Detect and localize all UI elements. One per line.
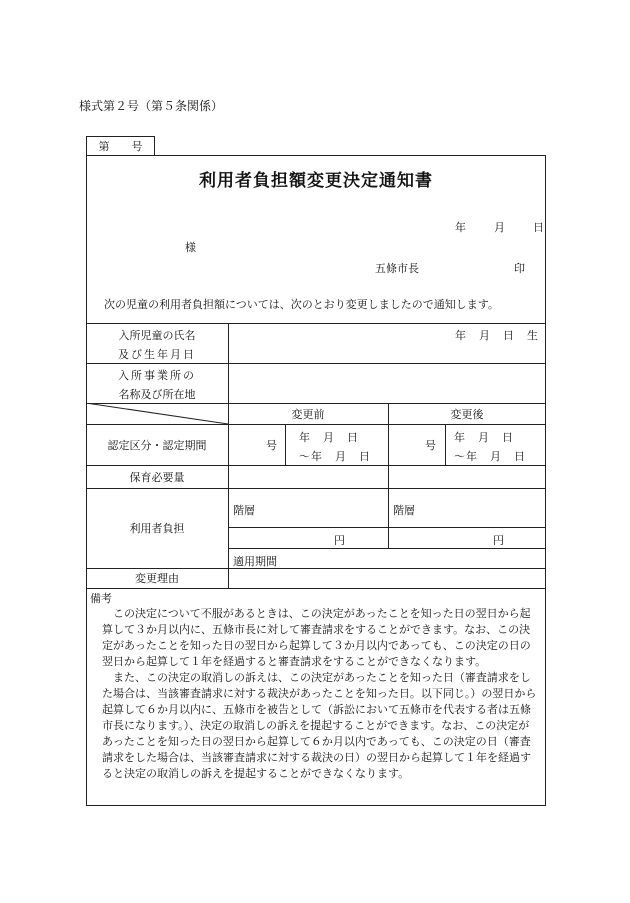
remarks-paragraph-1: この決定について不服があるときは、この決定があったことを知った日の翌日から起算して３か月以内に、五條市長に対して審査請求をすることができます。なお、この決定があったことを知った日の翌日から起算して３か月以内であっても、この決定の日の翌日から起算して１年を経過すると審査請求をすることができなくなります。 xyxy=(102,607,531,668)
certification-label: 認定区分・認定期間 xyxy=(107,438,207,452)
form-label: 様式第２号（第５条関係） xyxy=(79,99,224,113)
before-header: 変更前 xyxy=(291,407,325,421)
row-rule xyxy=(86,323,546,324)
column-rule xyxy=(285,424,286,465)
remarks-heading: 備考 xyxy=(90,592,112,605)
column-rule xyxy=(228,323,229,588)
birth-date-field: 年 月 日 生 xyxy=(455,329,539,342)
before-issue-number: 号 xyxy=(266,438,277,452)
after-issue-number: 号 xyxy=(425,438,436,452)
recipient-suffix: 様 xyxy=(185,241,196,254)
after-tier: 階層 xyxy=(393,504,415,517)
after-period-end: ～年 月 日 xyxy=(454,450,526,463)
before-period-start: 年 月 日 xyxy=(299,431,359,444)
column-rule xyxy=(388,403,389,548)
column-rule xyxy=(445,424,446,465)
child-birth-label: 及び生年月日 xyxy=(118,348,196,361)
row-rule xyxy=(228,527,546,528)
reason-label: 変更理由 xyxy=(135,572,179,585)
diagonal-rule xyxy=(86,403,228,424)
child-name-label: 入所児童の氏名 xyxy=(118,329,196,342)
seal-mark: 印 xyxy=(514,262,525,275)
facility-label-2: 名称及び所在地 xyxy=(118,388,196,401)
before-tier: 階層 xyxy=(233,504,255,517)
row-rule xyxy=(86,588,546,589)
row-rule xyxy=(86,363,546,364)
after-header: 変更後 xyxy=(450,407,484,421)
before-period-end: ～年 月 日 xyxy=(299,450,371,463)
after-yen: 円 xyxy=(493,534,504,547)
document-title: 利用者負担額変更決定通知書 xyxy=(199,171,433,191)
need-label: 保育必要量 xyxy=(129,470,185,484)
row-rule xyxy=(228,548,546,549)
issuer-name: 五條市長 xyxy=(375,262,419,275)
remarks-body xyxy=(102,606,540,782)
facility-label-1: 入所事業所の xyxy=(118,369,196,382)
before-yen: 円 xyxy=(334,534,345,547)
burden-label: 利用者負担 xyxy=(129,522,185,535)
intro-text: 次の児童の利用者負担額については、次のとおり変更しましたので通知します。 xyxy=(104,298,499,311)
after-period-start: 年 月 日 xyxy=(454,431,514,444)
issue-date: 年 月 日 xyxy=(455,221,546,234)
remarks-paragraph-2: また、この決定の取消しの訴えは、この決定があったことを知った日（審査請求をした場合は、当該審査請求に対する裁決があったことを知った日。以下同じ。）の翌日から起算して６か月以内に、五條市を被告として（訴訟において五條市を代表する者は五條市長になります。）、決定の取消しの訴えを提起することができます。なお、この決定があったことを知った日の翌日から起算して６か月以内であっても、この決定の日（審査請求をした場合は、当該審査請求に対する裁決の日）の翌日から起算して１年を経過すると決定の取消しの訴えを提起することができなくなります。 xyxy=(102,671,537,780)
number-label: 第 号 xyxy=(98,140,143,153)
applicable-period-label: 適用期間 xyxy=(233,555,277,568)
